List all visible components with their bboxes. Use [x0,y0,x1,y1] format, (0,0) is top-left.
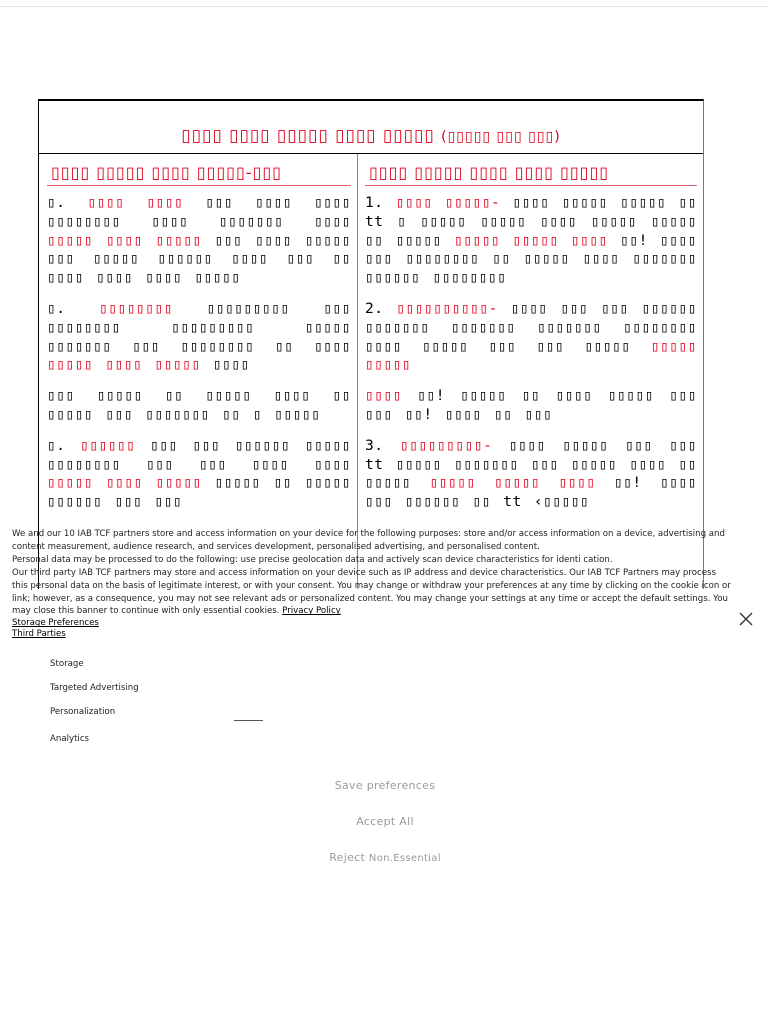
paragraph-highlight-2: ▯▯▯▯▯ ▯▯▯▯▯ [365,338,697,374]
close-banner-button[interactable] [736,609,756,629]
paragraph-text: ▯▯▯▯ ▯▯▯▯▯ ▯▯▯ ▯▯▯ tt ▯▯▯▯▯ ▯▯▯▯▯▯▯ ▯▯▯ ▯▯▯▯▯ ▯▯▯▯ ▯▯ ▯▯▯▯▯ [365,437,697,492]
paragraph-highlight-2: ▯▯▯▯▯ ▯▯▯▯ ▯▯▯▯▯ [47,357,201,374]
left-column-heading: ▯▯▯▯ ▯▯▯▯▯ ▯▯▯▯ ▯▯▯▯▯-▯▯▯ [47,157,351,186]
banner-processing-text: Personal data may be processed to do the following: use precise geolocation data and actively scan device characteristics for identi cation. [12,554,613,565]
reject-non-essential-button[interactable] [300,848,470,868]
category-storage[interactable]: Storage [50,659,84,669]
right-paragraph-3 [365,387,697,425]
banner-partners-text [12,567,732,619]
paragraph-marker: ▯. [47,300,66,317]
third-parties-link[interactable]: Third Parties [12,628,66,639]
consent-banner [12,528,732,639]
paragraph-text-2: ▯▯▯▯ [200,357,250,374]
column-divider [357,154,358,589]
category-analytics[interactable]: Analytics [50,734,90,744]
paragraph-text-2: ▯▯! ▯▯▯▯ ▯▯▯ ▯▯▯▯▯▯ ▯▯ tt ‹▯▯▯▯▯ [365,475,697,511]
paragraph-marker: ▯. [47,195,66,211]
save-preferences-button[interactable]: Save preferences [300,776,470,796]
paragraph-highlight-2: ▯▯▯▯▯ ▯▯▯▯▯ ▯▯▯▯ [429,475,596,492]
paragraph-highlight-2: ▯▯▯▯▯ ▯▯▯▯ ▯▯▯▯▯ [47,232,202,249]
left-paragraph-4 [47,437,351,512]
paragraph-marker: ▯. [47,437,66,454]
paragraph-highlight: ▯▯▯▯ ▯▯▯▯ [87,195,184,211]
category-targeted-advertising[interactable]: Targeted Advertising [50,683,139,693]
paragraph-text-2: ▯▯! ▯▯▯▯ ▯▯▯ ▯▯▯▯▯▯▯▯ ▯▯ ▯▯▯▯▯ ▯▯▯▯ ▯▯▯▯▯▯▯ ▯▯▯▯▯▯ ▯▯▯▯▯▯▯▯ [365,232,697,287]
right-paragraph-4 [365,437,697,512]
paragraph-highlight: ▯▯▯▯▯▯▯▯▯▯- [396,300,498,317]
paragraph-text: ▯▯▯▯ ▯▯▯ ▯▯▯ ▯▯▯▯▯▯ ▯▯▯▯▯▯▯ ▯▯▯▯▯▯▯ ▯▯▯▯▯▯▯ ▯▯▯▯▯▯▯▯ ▯▯▯▯ ▯▯▯▯▯ ▯▯▯ ▯▯▯ ▯▯▯▯▯ [365,300,697,355]
reject-label: Reject [329,851,366,864]
left-paragraph-2 [47,300,351,375]
document-title-main: ▯▯▯▯ ▯▯▯▯ ▯▯▯▯▯ ▯▯▯▯ ▯▯▯▯▯ [181,126,435,146]
paragraph-highlight: ▯▯▯▯ [365,388,402,405]
close-icon [736,609,756,629]
banner-purposes-text: We and our 10 IAB TCF partners store and access information on your device for the following purposes: store and/or access information on a device, advertising and content measurement, audience research, and services development, personalised advertising, and personalised content. [12,529,725,552]
left-paragraph-1 [47,194,351,288]
privacy-policy-link[interactable]: Privacy Policy [282,606,341,617]
document-title [39,101,703,154]
paragraph-text: ▯▯▯ ▯▯▯▯ ▯▯▯▯ ▯▯▯▯▯▯▯▯ ▯▯▯▯ ▯▯▯▯▯▯▯ ▯▯▯▯ [47,195,351,230]
right-paragraph-1 [365,194,697,288]
toggle-track[interactable] [234,720,263,721]
top-divider [0,6,768,7]
paragraph-highlight: ▯▯▯▯▯▯▯▯▯- [400,437,493,454]
banner-partners-body: Our third party IAB TCF partners may store and access information on your device such as IP address and device characteristics. Our IAB TCF Partners may process this personal data on the basis of legitimate interest, or with your consent. You may change or withdraw your preferences at any time by clicking on the cookie icon or link; however, as a consequence, you may not see relevant ads or personalized content. You may change your settings at any time or accept the default settings. You may close this banner to continue with only essential cookies. [12,567,731,617]
paragraph-highlight: ▯▯▯▯▯▯ [80,437,136,454]
reject-scope-label: Non.Essential [368,853,441,864]
paragraph-text: ▯▯▯▯▯▯▯▯▯ ▯▯▯ ▯▯▯▯▯▯▯▯ ▯▯▯▯▯▯▯▯▯ ▯▯▯▯▯ ▯▯▯▯▯▯▯ ▯▯▯ ▯▯▯▯▯▯▯▯ ▯▯ ▯▯▯▯ [47,300,352,355]
paragraph-marker: 1. [365,195,384,211]
paragraph-highlight: ▯▯▯▯ ▯▯▯▯▯- [395,195,501,211]
storage-preferences-link[interactable]: Storage Preferences [12,618,99,629]
document-image [38,99,704,589]
left-column [43,157,355,589]
paragraph-highlight-2: ▯▯▯▯▯ ▯▯▯▯▯ ▯▯▯▯ [454,232,608,249]
paragraph-highlight: ▯▯▯▯▯▯▯▯ [99,300,173,317]
paragraph-marker: 3. [365,437,384,454]
paragraph-text-2: ▯▯▯ ▯▯▯▯ ▯▯▯▯▯ ▯▯▯ ▯▯▯▯▯ ▯▯▯▯▯▯ ▯▯▯▯ ▯▯▯ ▯▯ ▯▯▯▯ ▯▯▯▯ ▯▯▯▯ ▯▯▯▯▯ [47,232,351,287]
paragraph-highlight-2: ▯▯▯▯▯ ▯▯▯▯ ▯▯▯▯▯ [47,475,202,492]
paragraph-text: ▯▯▯▯ ▯▯▯▯▯ ▯▯▯▯▯ ▯▯ tt ▯ ▯▯▯▯▯ ▯▯▯▯▯ ▯▯▯▯ ▯▯▯▯▯ ▯▯▯▯▯ ▯▯ ▯▯▯▯▯ [365,195,697,249]
paragraph-text-2: ▯▯▯▯▯ ▯▯ ▯▯▯▯▯ ▯▯▯▯▯▯ ▯▯▯ ▯▯▯ [47,475,351,511]
right-column-heading: ▯▯▯▯ ▯▯▯▯▯ ▯▯▯▯ ▯▯▯▯ ▯▯▯▯▯ [365,157,697,186]
paragraph-text: ▯▯▯ ▯▯▯▯▯ ▯▯ ▯▯▯▯▯ ▯▯▯▯ ▯▯ ▯▯▯▯▯ ▯▯▯ ▯▯▯▯▯▯▯ ▯▯ ▯ ▯▯▯▯▯ [47,388,351,423]
paragraph-text: ▯▯▯ ▯▯▯ ▯▯▯▯▯▯ ▯▯▯▯▯ ▯▯▯▯▯▯▯▯ ▯▯▯ ▯▯▯ ▯▯▯▯ ▯▯▯▯ [47,437,352,473]
category-personalization[interactable]: Personalization [50,707,116,717]
right-paragraph-2 [365,300,697,375]
accept-all-button[interactable]: Accept All [300,812,470,832]
left-paragraph-3 [47,387,351,425]
paragraph-text: ▯▯! ▯▯▯▯▯ ▯▯ ▯▯▯▯ ▯▯▯▯▯ ▯▯▯ ▯▯▯ ▯▯! ▯▯▯▯ ▯▯ ▯▯▯ [365,388,697,423]
paragraph-marker: 2. [365,300,384,317]
document-title-sub: (▯▯▯▯▯ ▯▯▯ ▯▯▯) [441,129,561,145]
right-column [361,157,701,589]
